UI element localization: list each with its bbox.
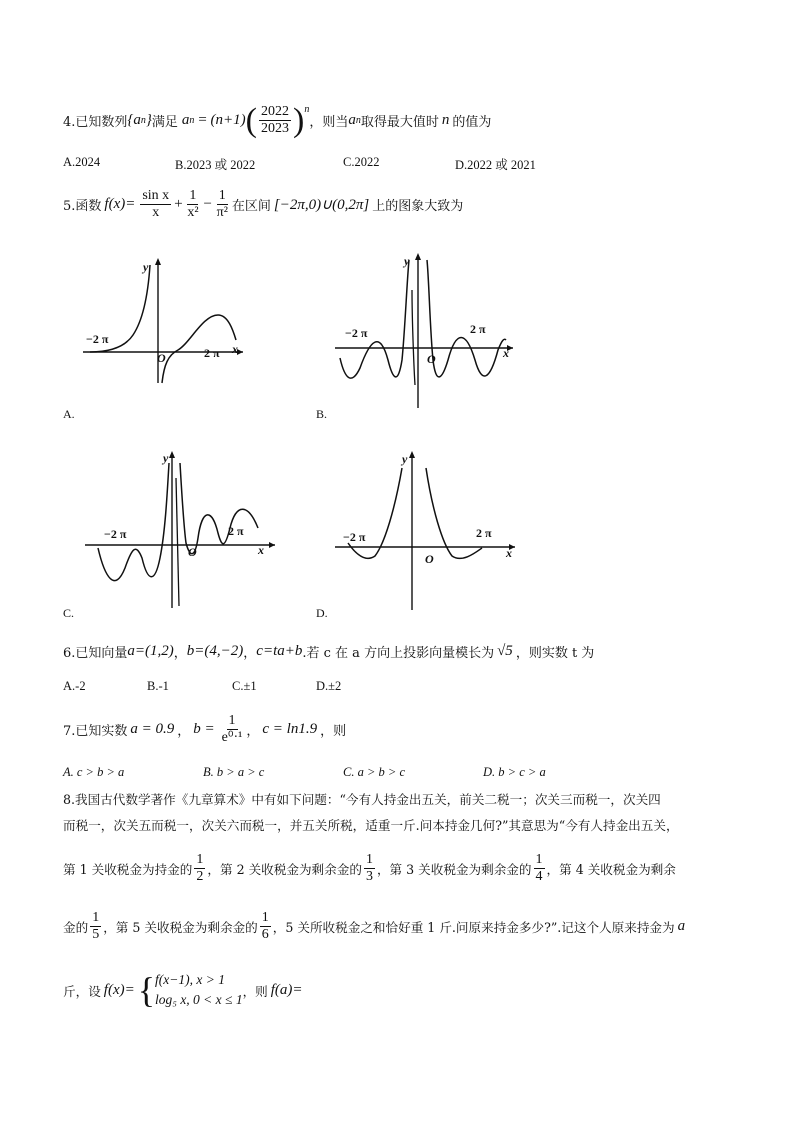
q7-option-a[interactable]: A. c > b > a [63,765,125,779]
q8-l3-text-d: ，第 4 关收税金为剩余 [546,862,676,877]
q4-seq-sub: n [140,115,146,126]
q4-paren-left: ( [245,101,257,139]
graph-c-option-label: C. [63,606,75,620]
graph-a-origin: O [157,351,166,365]
q4-text-c: ，则当 [309,115,349,130]
q4-frac-den: 2023 [261,121,289,136]
q8-cases [155,970,243,1010]
q7-b-frac [220,713,245,746]
graph-d-option-label: D. [316,606,328,620]
q8-l4-frac2-den: 6 [261,927,269,942]
q5-plus: + [173,196,184,212]
q5-fx: f(x)= [104,196,136,212]
q5-stem [63,188,463,221]
q8-l3-frac1 [194,852,205,885]
q7-option-c[interactable]: C. a > b > c [343,765,406,779]
graph-a-x-label: x [232,342,238,356]
q8-case1: f(x−1), x > 1 [155,972,225,987]
graph-c-x-label: x [258,543,264,557]
q4-option-a[interactable]: A.2024 [63,155,101,169]
graph-a-y-label: y [143,260,149,274]
q8-line1: 8.我国古代数学著作《九章算术》中有如下问题：“今有人持金出五关，前关二税一；次关三而税一，次关四 [63,792,661,807]
q8-l3-text-a: 第 1 关收税金为持金的 [63,862,193,877]
q6-option-c[interactable]: C.±1 [232,679,257,693]
q5-frac1 [140,188,171,221]
q5-frac3-num: 1 [218,188,226,203]
q6-text-stem: 6.已知向量 [63,646,128,661]
q8-l5-fx: f(x)= [103,981,135,998]
graph-a-neg-label: −2 π [86,332,109,346]
q8-l3-text-b: ，第 2 关收税金为剩余金的 [207,862,362,877]
q5-frac2-den: x² [187,205,199,220]
graph-d-y-label: y [402,452,408,466]
q5-frac1-num: sin x [142,188,170,203]
q5-minus: − [202,196,213,212]
graph-b-pos-label: 2 π [470,322,486,336]
q6-text-mid: .若 c 在 a 方向上投影向量模长为 [302,646,495,661]
q4-option-c[interactable]: C.2022 [343,155,380,169]
q8-line2: 而税一，次关五而税一，次关六而税一，并五关所税，适重一斤.问本持金几何?”其意思为“今有人持金出五关， [63,818,679,833]
q7-b-den: e⁰·¹ [221,730,243,745]
q5-frac2 [185,188,200,221]
q4-fraction [259,104,291,137]
q4-option-b[interactable]: B.2023 或 2022 [175,158,256,172]
q7-text-stem: 7.已知实数 [63,724,128,739]
graph-c-y-label: y [163,451,169,465]
q4-seq-end: } [145,112,152,128]
q5-frac1-den: x [152,205,160,220]
graph-c-origin: O [188,545,197,559]
q8-l5-text-b: ，则 [242,983,268,999]
q6-option-a[interactable]: A.-2 [63,679,86,693]
q4-text-d: 取得最大值时 [360,115,439,130]
q4-n: n [441,112,450,128]
q7-a-def: a = 0.9 [130,721,175,737]
graph-b-neg-label: −2 π [345,326,368,340]
q6-option-b[interactable]: B.-1 [147,679,169,693]
q5-frac3 [215,188,230,221]
q4-frac-num: 2022 [261,104,289,119]
q8-l4-frac2-num: 1 [261,910,269,925]
q6-text-end: ，则实数 t 为 [515,646,595,661]
graph-c-pos-label: 2 π [228,524,244,538]
q4-text-b: 满足 [151,115,178,130]
q4-text-a: 4.已知数列 [63,115,128,130]
graph-b-origin: O [427,352,436,366]
q4-option-d[interactable]: D.2022 或 2021 [455,158,536,172]
q5-text-c: 上的图象大致为 [372,199,464,214]
q8-l3-frac1-num: 1 [196,852,204,867]
q7-text-end: ，则 [320,724,347,739]
q4-an: a [348,112,356,128]
q8-l4-frac1 [90,910,101,943]
q7-stem [63,713,346,746]
q7-option-b[interactable]: B. b > a > c [203,765,265,779]
q4-seq: {a [127,112,141,128]
q7-c-def: c = ln1.9 [262,721,318,737]
q4-paren-right: ) [293,101,305,139]
q8-line3 [63,852,676,885]
q8-l4-text-c: ，5 关所收税金之和恰好重 1 斤.问原来持金多少?”.记这个人原来持金为 [272,920,675,935]
q8-line4 [63,910,685,943]
q4-formula-lhs: a [181,112,190,128]
q8-l4-text-a: 金的 [63,920,89,935]
q5-frac3-den: π² [216,205,228,220]
q7-b-lhs: b = [193,721,215,737]
q8-l4-frac2 [260,910,271,943]
q4-formula-sub: n [189,115,195,126]
q4-stem [63,101,492,139]
q4-exp: n [304,104,310,115]
q8-brace: { [137,970,155,1010]
q5-text-a: 5.函数 [63,199,102,214]
graph-c-neg-label: −2 π [104,527,127,541]
q8-l4-frac1-den: 5 [92,927,100,942]
q8-l3-frac3-den: 4 [535,869,543,884]
q8-l3-frac2-den: 3 [365,869,373,884]
q6-vector-b: b=(4,−2) [186,643,244,659]
q8-l3-text-c: ，第 3 关收税金为剩余金的 [376,862,532,877]
q4-text-e: 的值为 [452,115,492,130]
q8-l3-frac3-num: 1 [535,852,543,867]
graph-d-x-label: x [506,546,512,560]
q8-l3-frac3 [534,852,545,885]
q8-l5-text-a: 斤，设 [63,983,101,999]
q8-l3-frac2-num: 1 [365,852,373,867]
q7-sep: ， [177,724,191,739]
q8-case2: log₅ x, 0 < x ≤ 1 [155,992,243,1007]
q6-sep2: ， [243,646,257,661]
q8-l4-var: a [677,918,686,934]
q6-sep1: ， [173,646,187,661]
q4-formula-paren: (n+1) [210,112,246,128]
q7-b-num: 1 [228,713,236,728]
q8-l3-frac2 [364,852,375,885]
q8-l3-frac1-den: 2 [196,869,204,884]
q6-option-d[interactable]: D.±2 [316,679,342,693]
q8-l5-fa: f(a)= [270,981,303,998]
q8-l4-text-b: ，第 5 关收税金为剩余金的 [103,920,258,935]
q6-sqrt5: √5 [497,643,513,659]
q6-vector-c: c=ta+b [256,643,303,659]
q4-an-sub: n [355,115,361,126]
q7-option-d[interactable]: D. b > c > a [483,765,546,779]
q5-frac2-num: 1 [189,188,197,203]
q5-interval: [−2π,0)∪(0,2π] [273,197,370,213]
q8-l4-frac1-num: 1 [92,910,100,925]
q6-stem [63,642,594,661]
q8-line5 [63,970,303,1010]
q5-text-b: 在区间 [231,199,271,214]
graph-d-origin: O [425,552,434,566]
graph-b-x-label: x [503,346,509,360]
q4-formula-eq: = [197,112,208,128]
q7-sep2: ， [246,724,260,739]
q6-vector-a: a=(1,2) [127,643,174,659]
graph-b-y-label: y [404,254,410,268]
graph-b-option-label: B. [316,407,328,421]
graph-a-option-label: A. [63,407,75,421]
graph-a-pos-label: 2 π [204,346,220,360]
graph-d-pos-label: 2 π [476,526,492,540]
graph-d-neg-label: −2 π [343,530,366,544]
